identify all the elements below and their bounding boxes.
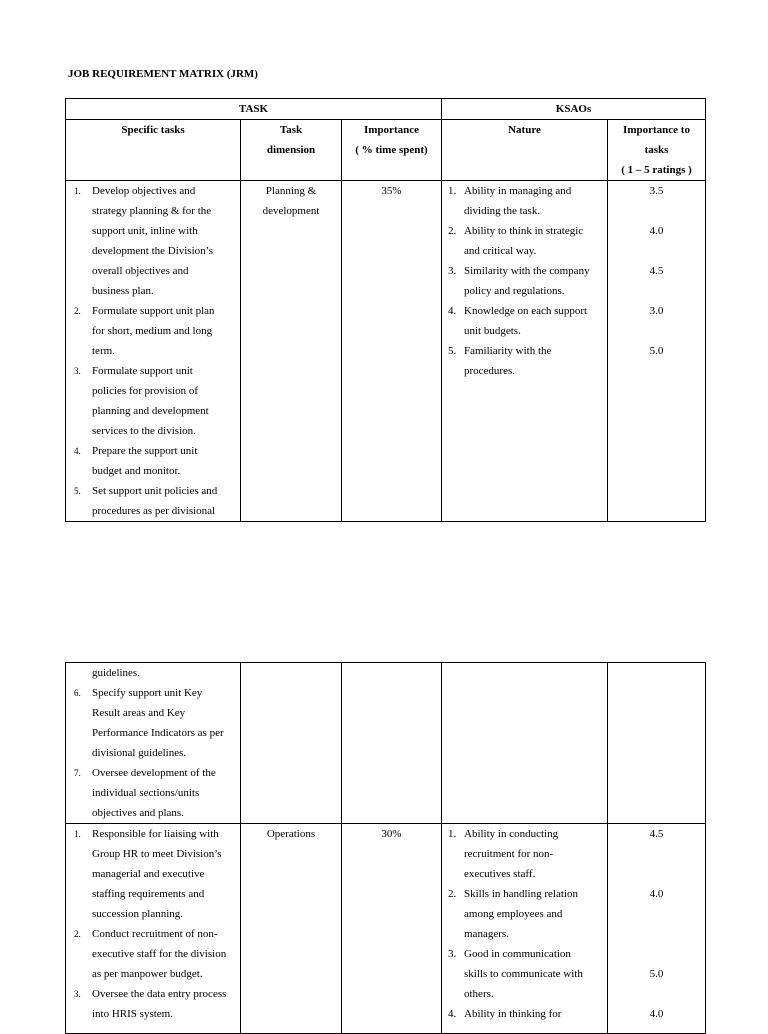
list-number: 1.	[448, 828, 457, 840]
ksao-item	[442, 884, 607, 944]
task-item	[66, 824, 240, 924]
list-line: Formulate support unit plan	[92, 305, 215, 317]
list-line: Prepare the support unit	[92, 445, 198, 457]
group-header-row	[66, 99, 706, 120]
ksao-item	[442, 221, 607, 261]
list-number: 3.	[74, 989, 81, 999]
list-line: succession planning.	[92, 908, 184, 920]
list-line: dividing the task.	[464, 205, 541, 217]
list-line: Skills in handling relation	[464, 888, 578, 900]
list-line: staffing requirements and	[92, 888, 205, 900]
list-line: Conduct recruitment of non-	[92, 928, 218, 940]
list-line: Responsible for liaising with	[92, 828, 219, 840]
list-line: Set support unit policies and	[92, 485, 218, 497]
importance-to-tasks-header: Importance to tasks ( 1 – 5 ratings )	[608, 120, 706, 181]
task-dimension-cell	[241, 663, 342, 824]
list-line: development the Division’s	[92, 245, 213, 257]
list-line: executives staff.	[464, 868, 536, 880]
list-line: Oversee development of the	[92, 767, 216, 779]
list-line: Similarity with the company	[464, 265, 590, 277]
list-line: divisional guidelines.	[92, 747, 187, 759]
specific-tasks-cell	[66, 663, 241, 824]
column-header-row	[66, 120, 706, 181]
task-dimension-cell: Planning & development	[241, 181, 342, 522]
nature-cell	[442, 181, 608, 522]
specific-tasks-header: Specific tasks	[66, 120, 241, 181]
list-number: 6.	[74, 688, 81, 698]
specific-tasks-cell	[66, 824, 241, 1034]
importance-cell: 30%	[342, 824, 442, 1034]
list-line: Knowledge on each support	[464, 305, 588, 317]
rating-value	[608, 904, 705, 924]
list-line: among employees and	[464, 908, 563, 920]
list-number: 2.	[74, 929, 81, 939]
list-line: procedures.	[464, 365, 516, 377]
list-number: 5.	[74, 486, 81, 496]
list-line: policy and regulations.	[464, 285, 565, 297]
list-line: Oversee the data entry process	[92, 988, 227, 1000]
rating-value	[608, 241, 705, 261]
ksaos-group-header: KSAOs	[442, 99, 706, 120]
nature-cell	[442, 663, 608, 824]
task-item	[66, 181, 240, 301]
list-number: 5.	[448, 345, 457, 357]
document-title: JOB REQUIREMENT MATRIX (JRM)	[68, 68, 258, 80]
rating-value: 5.0	[649, 345, 664, 357]
list-line: policies for provision of	[92, 385, 199, 397]
ksao-item	[442, 341, 607, 381]
ratings-cell	[608, 824, 706, 1034]
ksao-item	[442, 261, 607, 301]
planning-development-continued-row	[66, 663, 706, 824]
list-line: executive staff for the division	[92, 948, 227, 960]
task-item	[66, 361, 240, 441]
importance-cell: 35%	[342, 181, 442, 522]
list-line: managerial and executive	[92, 868, 205, 880]
list-number: 4.	[448, 1008, 457, 1020]
list-line: recruitment for non-	[464, 848, 554, 860]
list-line: into HRIS system.	[92, 1008, 173, 1020]
list-line: Ability in conducting	[464, 828, 559, 840]
list-number: 4.	[74, 446, 81, 456]
list-line: for short, medium and long	[92, 325, 213, 337]
task-item	[66, 763, 240, 823]
list-number: 1.	[74, 829, 81, 839]
list-line: Familiarity with the	[464, 345, 552, 357]
list-number: 3.	[74, 366, 81, 376]
rating-value: 4.0	[649, 1008, 664, 1020]
rating-value	[608, 844, 705, 864]
rating-value	[608, 201, 705, 221]
rating-value: 4.5	[649, 828, 664, 840]
list-line: objectives and plans.	[92, 807, 184, 819]
list-number: 3.	[448, 948, 457, 960]
rating-value	[608, 864, 705, 884]
list-line: Result areas and Key	[92, 707, 186, 719]
ksao-item	[442, 944, 607, 1004]
ksao-item	[442, 301, 607, 341]
ratings-cell	[608, 663, 706, 824]
list-line: Formulate support unit	[92, 365, 193, 377]
list-number: 2.	[448, 888, 457, 900]
rating-value	[608, 944, 705, 964]
jrm-table-page-1	[65, 98, 706, 522]
list-number: 7.	[74, 768, 81, 778]
task-item	[66, 301, 240, 361]
importance-cell	[342, 663, 442, 824]
list-line: unit budgets.	[464, 325, 521, 337]
list-line: Good in communication	[464, 948, 571, 960]
ksao-item	[442, 824, 607, 884]
rating-value: 3.0	[649, 305, 664, 317]
task-item	[66, 481, 240, 521]
list-line: Group HR to meet Division’s	[92, 848, 222, 860]
list-number: 4.	[448, 305, 457, 317]
rating-value	[608, 281, 705, 301]
rating-value	[608, 984, 705, 1004]
rating-value	[608, 924, 705, 944]
list-line: business plan.	[92, 285, 154, 297]
list-line: term.	[92, 345, 115, 357]
specific-tasks-cell	[66, 181, 241, 522]
rating-value: 4.0	[649, 888, 664, 900]
list-line: Ability in thinking for	[464, 1008, 562, 1020]
list-number: 1.	[448, 185, 457, 197]
planning-development-row	[66, 181, 706, 522]
rating-value: 4.5	[649, 265, 664, 277]
task-item	[66, 984, 240, 1024]
list-line: as per manpower budget.	[92, 968, 203, 980]
jrm-table-page-2	[65, 662, 706, 1034]
importance-header: Importance ( % time spent)	[342, 120, 442, 181]
list-line: Develop objectives and	[92, 185, 196, 197]
ksao-item	[442, 181, 607, 221]
list-line: planning and development	[92, 405, 209, 417]
list-number: 1.	[74, 186, 81, 196]
ratings-cell	[608, 181, 706, 522]
list-line: managers.	[464, 928, 509, 940]
list-line: strategy planning & for the	[92, 205, 212, 217]
task-item	[66, 924, 240, 984]
operations-row	[66, 824, 706, 1034]
task-group-header: TASK	[66, 99, 442, 120]
task-item	[66, 683, 240, 763]
list-line: individual sections/units	[92, 787, 200, 799]
list-line: Specify support unit Key	[92, 687, 203, 699]
list-line: Ability in managing and	[464, 185, 572, 197]
continuation-text: guidelines.	[92, 667, 140, 679]
list-number: 2.	[448, 225, 457, 237]
list-number: 3.	[448, 265, 457, 277]
task-dimension-header: Task dimension	[241, 120, 342, 181]
rating-value: 3.5	[649, 185, 664, 197]
task-dimension-cell: Operations	[241, 824, 342, 1034]
list-line: Ability to think in strategic	[464, 225, 584, 237]
list-line: procedures as per divisional	[92, 505, 216, 517]
list-line: Performance Indicators as per	[92, 727, 224, 739]
rating-value: 4.0	[649, 225, 664, 237]
list-line: skills to communicate with	[464, 968, 583, 980]
list-line: others.	[464, 988, 494, 1000]
task-item	[66, 441, 240, 481]
list-number: 2.	[74, 306, 81, 316]
list-line: and critical way.	[464, 245, 537, 257]
list-line: services to the division.	[92, 425, 196, 437]
ksao-item	[442, 1004, 607, 1024]
list-line: support unit, inline with	[92, 225, 198, 237]
rating-value	[608, 321, 705, 341]
rating-value: 5.0	[649, 968, 664, 980]
list-line: overall objectives and	[92, 265, 189, 277]
list-line: budget and monitor.	[92, 465, 181, 477]
nature-header: Nature	[442, 120, 608, 181]
nature-cell	[442, 824, 608, 1034]
